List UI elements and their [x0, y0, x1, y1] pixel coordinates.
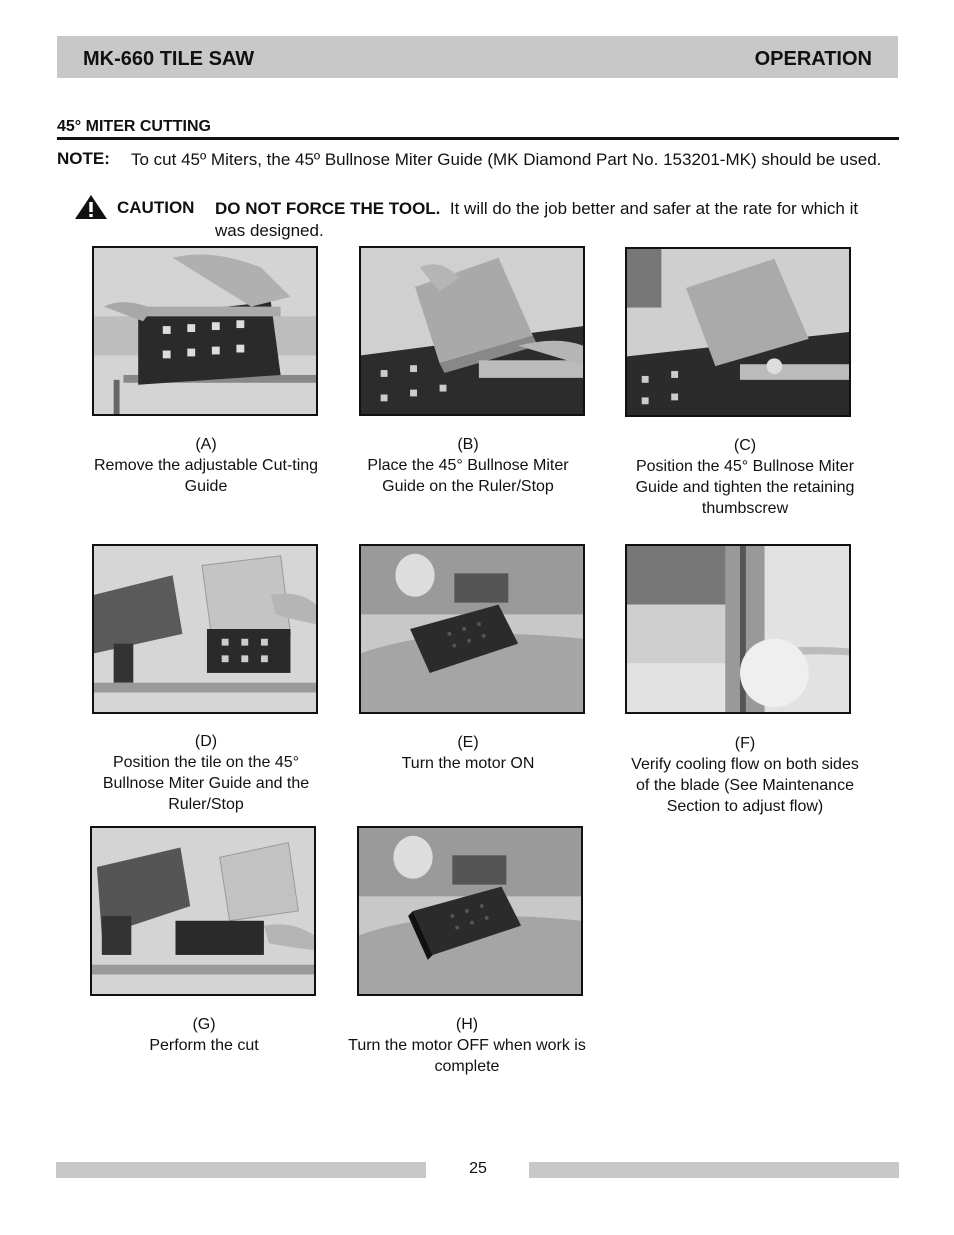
step-g-caption [84, 1014, 324, 1056]
step-f-letter: (F) [734, 735, 756, 752]
caution-text [215, 198, 875, 242]
caution-bold-text: DO NOT FORCE THE TOOL. [215, 199, 441, 218]
step-d-caption [86, 731, 326, 815]
section-title: 45° MITER CUTTING [57, 118, 211, 135]
photo-place-miter-guide [359, 246, 585, 416]
step-d-text: Position the tile on the 45° Bullnose Miter Guide and the Ruler/Stop [102, 754, 310, 813]
step-h-caption [347, 1014, 587, 1077]
photo-tighten-thumbscrew [625, 247, 851, 417]
step-e-caption [348, 732, 588, 774]
step-h-letter: (H) [455, 1016, 479, 1033]
step-a-letter: (A) [195, 436, 217, 453]
step-b-letter: (B) [457, 436, 479, 453]
photo-motor-off-switch [357, 826, 583, 996]
step-c-caption [625, 435, 865, 519]
step-f-text: Verify cooling flow on both sides of the blade (See Maintenance Section to adjust flow) [631, 756, 859, 815]
step-a-text: Remove the adjustable Cut-ting Guide [93, 457, 319, 495]
step-c-letter: (C) [733, 437, 757, 454]
step-e-text: Turn the motor ON [401, 755, 535, 772]
footer-bar-left [56, 1162, 426, 1178]
page-number: 25 [469, 1160, 487, 1177]
step-h-text: Turn the motor OFF when work is complete [348, 1037, 586, 1075]
caution-body-text: It will do the job better and safer at the rate for which it was designed. [215, 199, 859, 240]
step-g-letter: (G) [192, 1016, 216, 1033]
warning-triangle-icon [74, 194, 108, 220]
header-product-title: MK-660 TILE SAW [83, 48, 255, 70]
footer-bar-right [529, 1162, 899, 1178]
step-a-caption [86, 434, 326, 497]
photo-motor-on-switch [359, 544, 585, 714]
page-header [57, 36, 898, 78]
step-c-text: Position the 45° Bullnose Miter Guide and tighten the retaining thumbscrew [635, 458, 855, 517]
note-label: NOTE: [57, 149, 110, 168]
note-text: To cut 45º Miters, the 45º Bullnose Miter Guide (MK Diamond Part No. 153201-MK) should be used. [131, 150, 882, 169]
photo-position-tile [92, 544, 318, 714]
step-d-letter: (D) [194, 733, 218, 750]
photo-remove-cutting-guide [92, 246, 318, 416]
caution-label: CAUTION [117, 198, 195, 217]
step-g-text: Perform the cut [149, 1037, 259, 1054]
header-section-title: OPERATION [754, 48, 872, 70]
photo-perform-cut [90, 826, 316, 996]
photo-cooling-flow [625, 544, 851, 714]
step-b-caption [348, 434, 588, 497]
step-f-caption [625, 733, 865, 817]
step-e-letter: (E) [457, 734, 479, 751]
section-divider [57, 137, 899, 140]
step-b-text: Place the 45° Bullnose Miter Guide on the Ruler/Stop [367, 457, 569, 495]
